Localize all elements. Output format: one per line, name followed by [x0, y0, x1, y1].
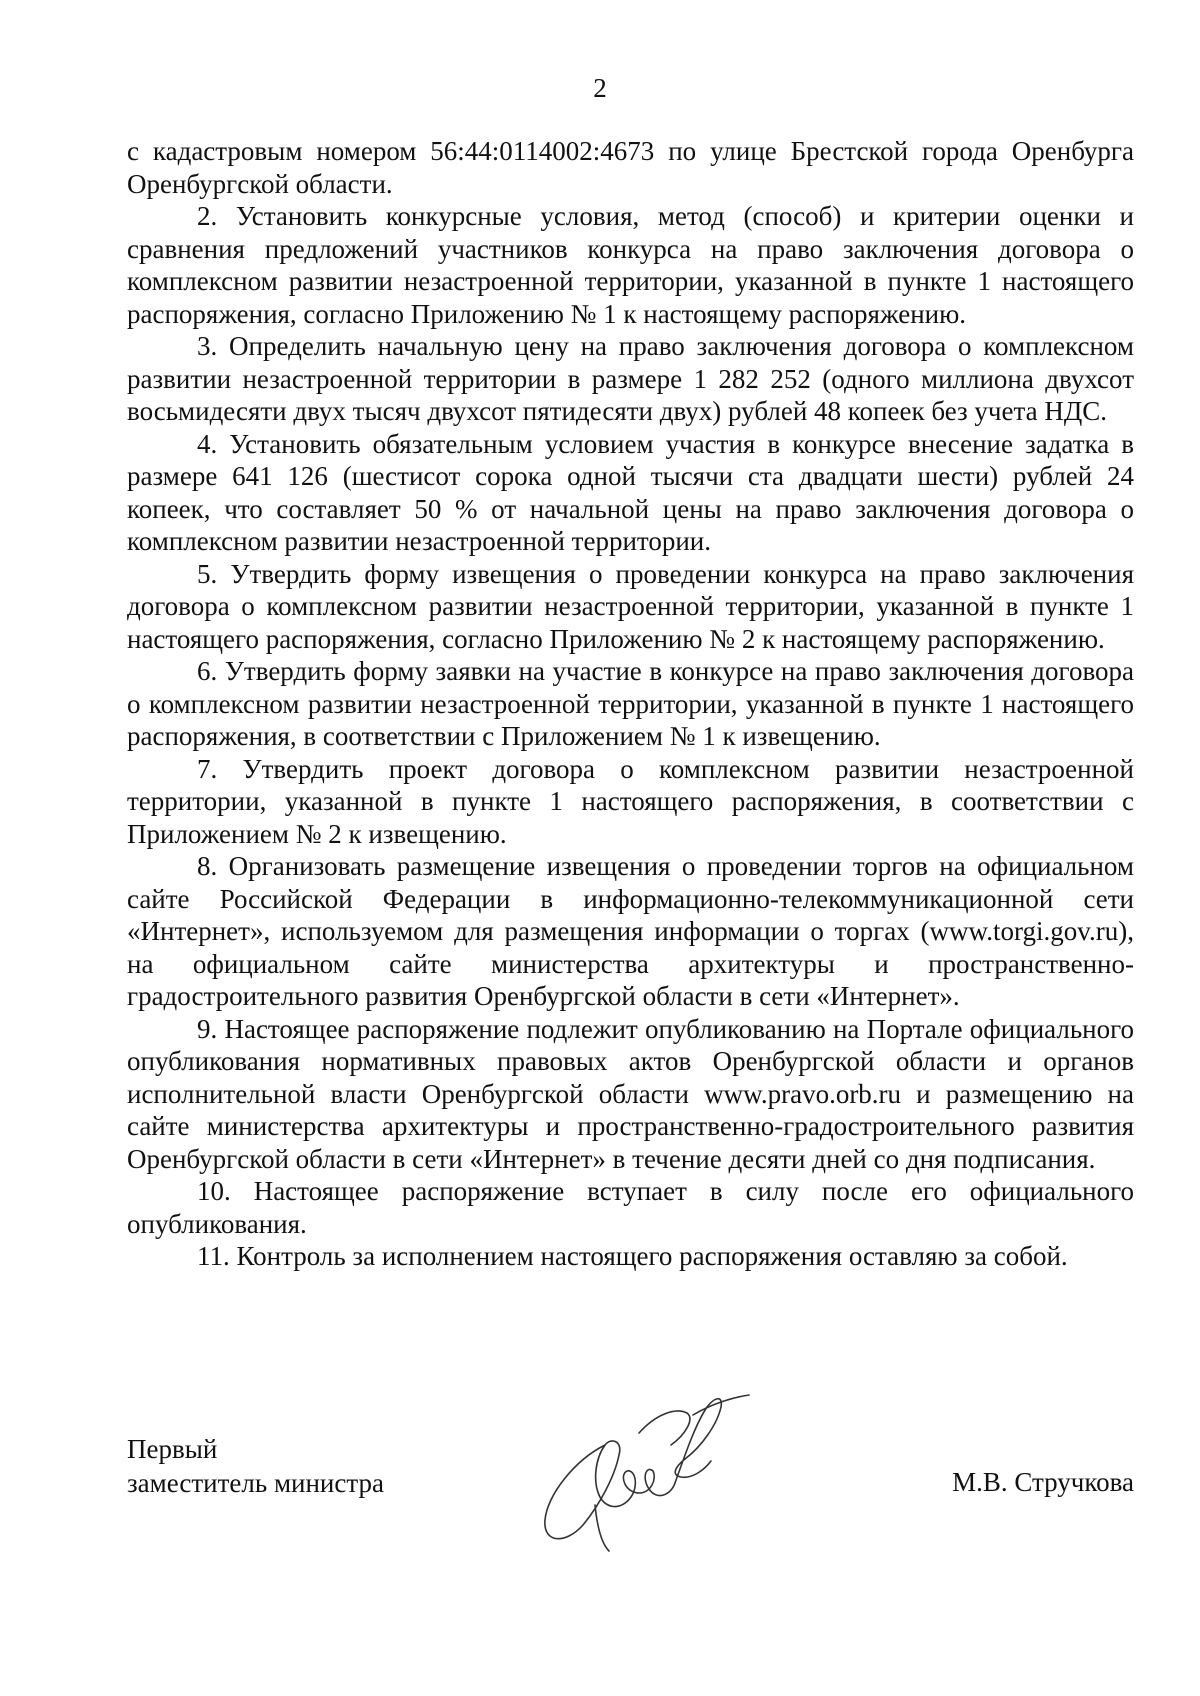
paragraph-6: 6. Утвердить форму заявки на участие в конкурсе на право заключения договора о комплексном развитии незастроенной территории, указанной в пункте 1 настоящего распоряжения, в соответствии с Приложением № 1 к извещению.: [127, 656, 1134, 751]
page-number: 2: [593, 73, 607, 103]
signatory-title-line1: Первый: [127, 1434, 218, 1464]
paragraph-3: 3. Определить начальную цену на право заключения договора о комплексном развитии незастроенной территории в размере 1 282 252 (одного миллиона двухсот восьмидесяти двух тысяч двухсот пятидесяти двух) рублей 48 копеек без учета НДС.: [127, 331, 1134, 426]
paragraph-4: 4. Установить обязательным условием участия в конкурсе внесение задатка в размере 641 126 (шестисот сорока одной тысячи ста двадцати шести) рублей 24 копеек, что составляет 50 % от начальной цены на право заключения договора о комплексном развитии незастроенной территории.: [127, 428, 1134, 556]
signatory-title: [127, 1432, 384, 1500]
paragraph-8: 8. Организовать размещение извещения о проведении торгов на официальном сайте Российской Федерации в информационно-телекоммуникационной сети «Интернет», используемом для размещения информации о торгах (www.torgi.gov.ru), на официальном сайте министерства архитектуры и пространственно-градостроительного развития Оренбургской области в сети «Интернет».: [127, 851, 1134, 1011]
paragraph-9: 9. Настоящее распоряжение подлежит опубликованию на Портале официального опубликования нормативных правовых актов Оренбургской области и органов исполнительной власти Оренбургской области www.pravo.orb.ru и размещению на сайте министерства архитектуры и пространственно-градостроительного развития Оренбургской области в сети «Интернет» в течение десяти дней со дня подписания.: [127, 1013, 1134, 1174]
handwritten-signature: [535, 1385, 760, 1555]
document-body: [127, 135, 1134, 1273]
paragraph-1-continuation: с кадастровым номером 56:44:0114002:4673 по улице Брестской города Оренбурга Оренбургской области.: [127, 136, 1134, 199]
paragraph-11: 11. Контроль за исполнением настоящего распоряжения оставляю за собой.: [197, 1241, 1068, 1271]
paragraph-7: 7. Утвердить проект договора о комплексном развитии незастроенной территории, указанной в пункте 1 настоящего распоряжения, в соответствии с Приложением № 2 к извещению.: [127, 753, 1134, 849]
signatory-title-line2: заместитель министра: [127, 1468, 384, 1498]
paragraph-10: 10. Настоящее распоряжение вступает в силу после его официального опубликования.: [127, 1176, 1134, 1239]
paragraph-2: 2. Установить конкурсные условия, метод (способ) и критерии оценки и сравнения предложений участников конкурса на право заключения договора о комплексном развитии незастроенной территории, указанной в пункте 1 настоящего распоряжения, согласно Приложению № 1 к настоящему распоряжению.: [127, 201, 1134, 329]
signatory-name: М.В. Стручкова: [952, 1467, 1134, 1497]
paragraph-5: 5. Утвердить форму извещения о проведении конкурса на право заключения договора о комплексном развитии незастроенной территории, указанной в пункте 1 настоящего распоряжения, согласно Приложению № 2 к настоящему распоряжению.: [127, 558, 1134, 654]
